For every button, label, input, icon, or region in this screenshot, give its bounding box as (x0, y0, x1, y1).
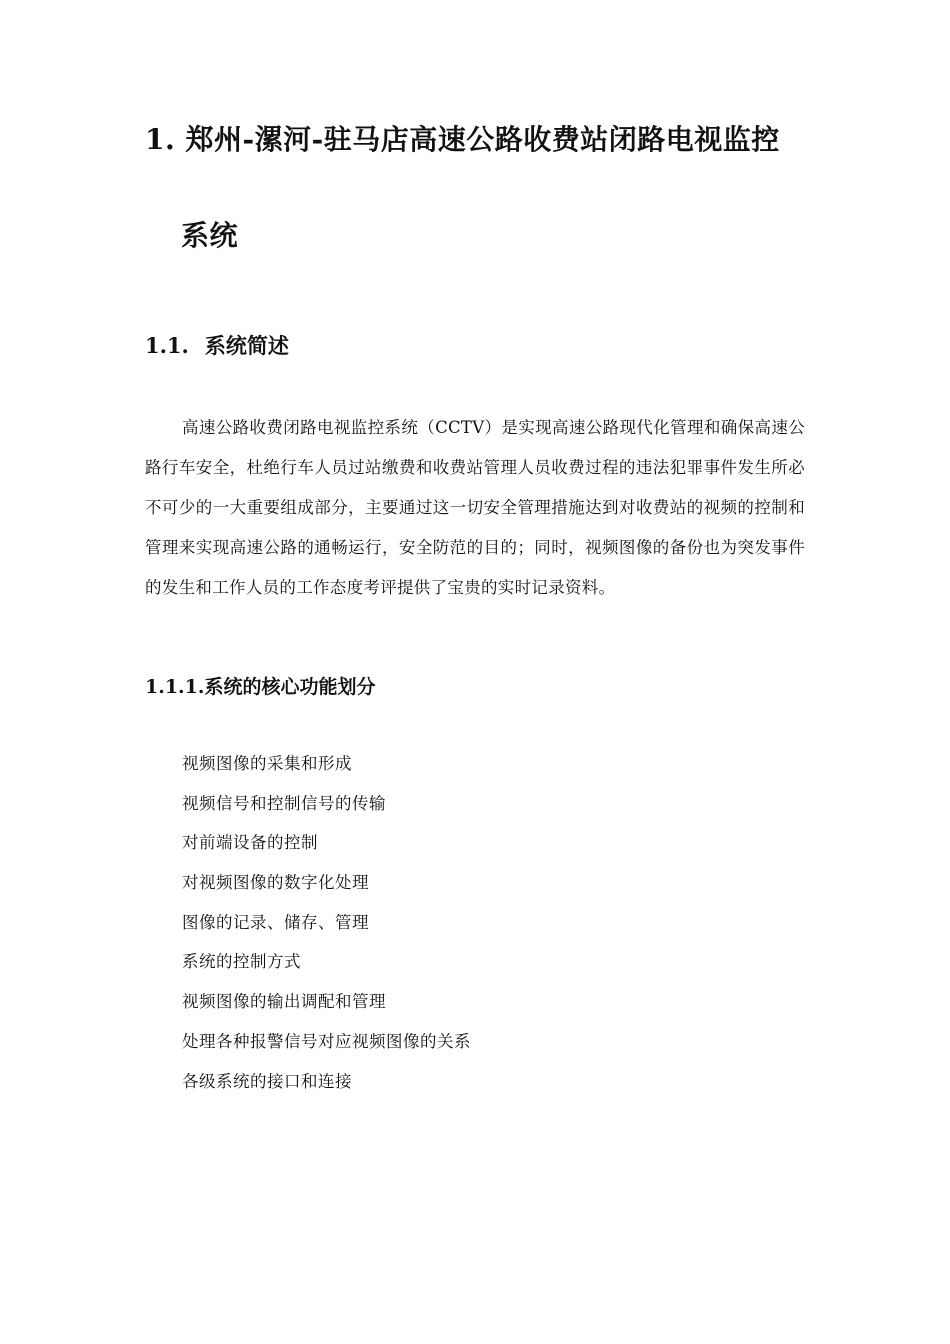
subsection-heading: 1.1.1.系统的核心功能划分 (145, 676, 376, 698)
list-item: 视频图像的采集和形成 (182, 754, 352, 773)
core-function-list (182, 748, 471, 1105)
list-item: 系统的控制方式 (182, 952, 301, 972)
list-item: 视频信号和控制信号的传输 (182, 793, 386, 813)
chapter-title-line-1: 1. 郑州-漯河-驻马店高速公路收费站闭路电视监控 (145, 123, 780, 156)
overview-paragraph: 高速公路收费闭路电视监控系统（CCTV）是实现高速公路现代化管理和确保高速公路行车安全，杜绝行车人员过站缴费和收费站管理人员收费过程的违法犯罪事件发生所必不可少的一大重要组成部分，主要通过这一切安全管理措施达到对收费站的视频的控制和管理来实现高速公路的通畅运行，安全防范的目的；同时，视频图像的备份也为突发事件的发生和工作人员的工作态度考评提供了宝贵的实时记录资料。 (145, 418, 805, 597)
section-number: 1.1. (145, 333, 189, 358)
section-heading (145, 330, 289, 360)
list-item: 各级系统的接口和连接 (182, 1071, 352, 1091)
list-item: 图像的记录、储存、管理 (182, 912, 369, 932)
list-item: 对视频图像的数字化处理 (182, 873, 369, 893)
section-title: 系统简述 (204, 333, 289, 358)
list-item: 视频图像的输出调配和管理 (182, 992, 386, 1012)
list-item: 处理各种报警信号对应视频图像的关系 (182, 1031, 471, 1051)
chapter-title-line-2: 系统 (181, 219, 239, 252)
list-item: 对前端设备的控制 (182, 833, 318, 853)
